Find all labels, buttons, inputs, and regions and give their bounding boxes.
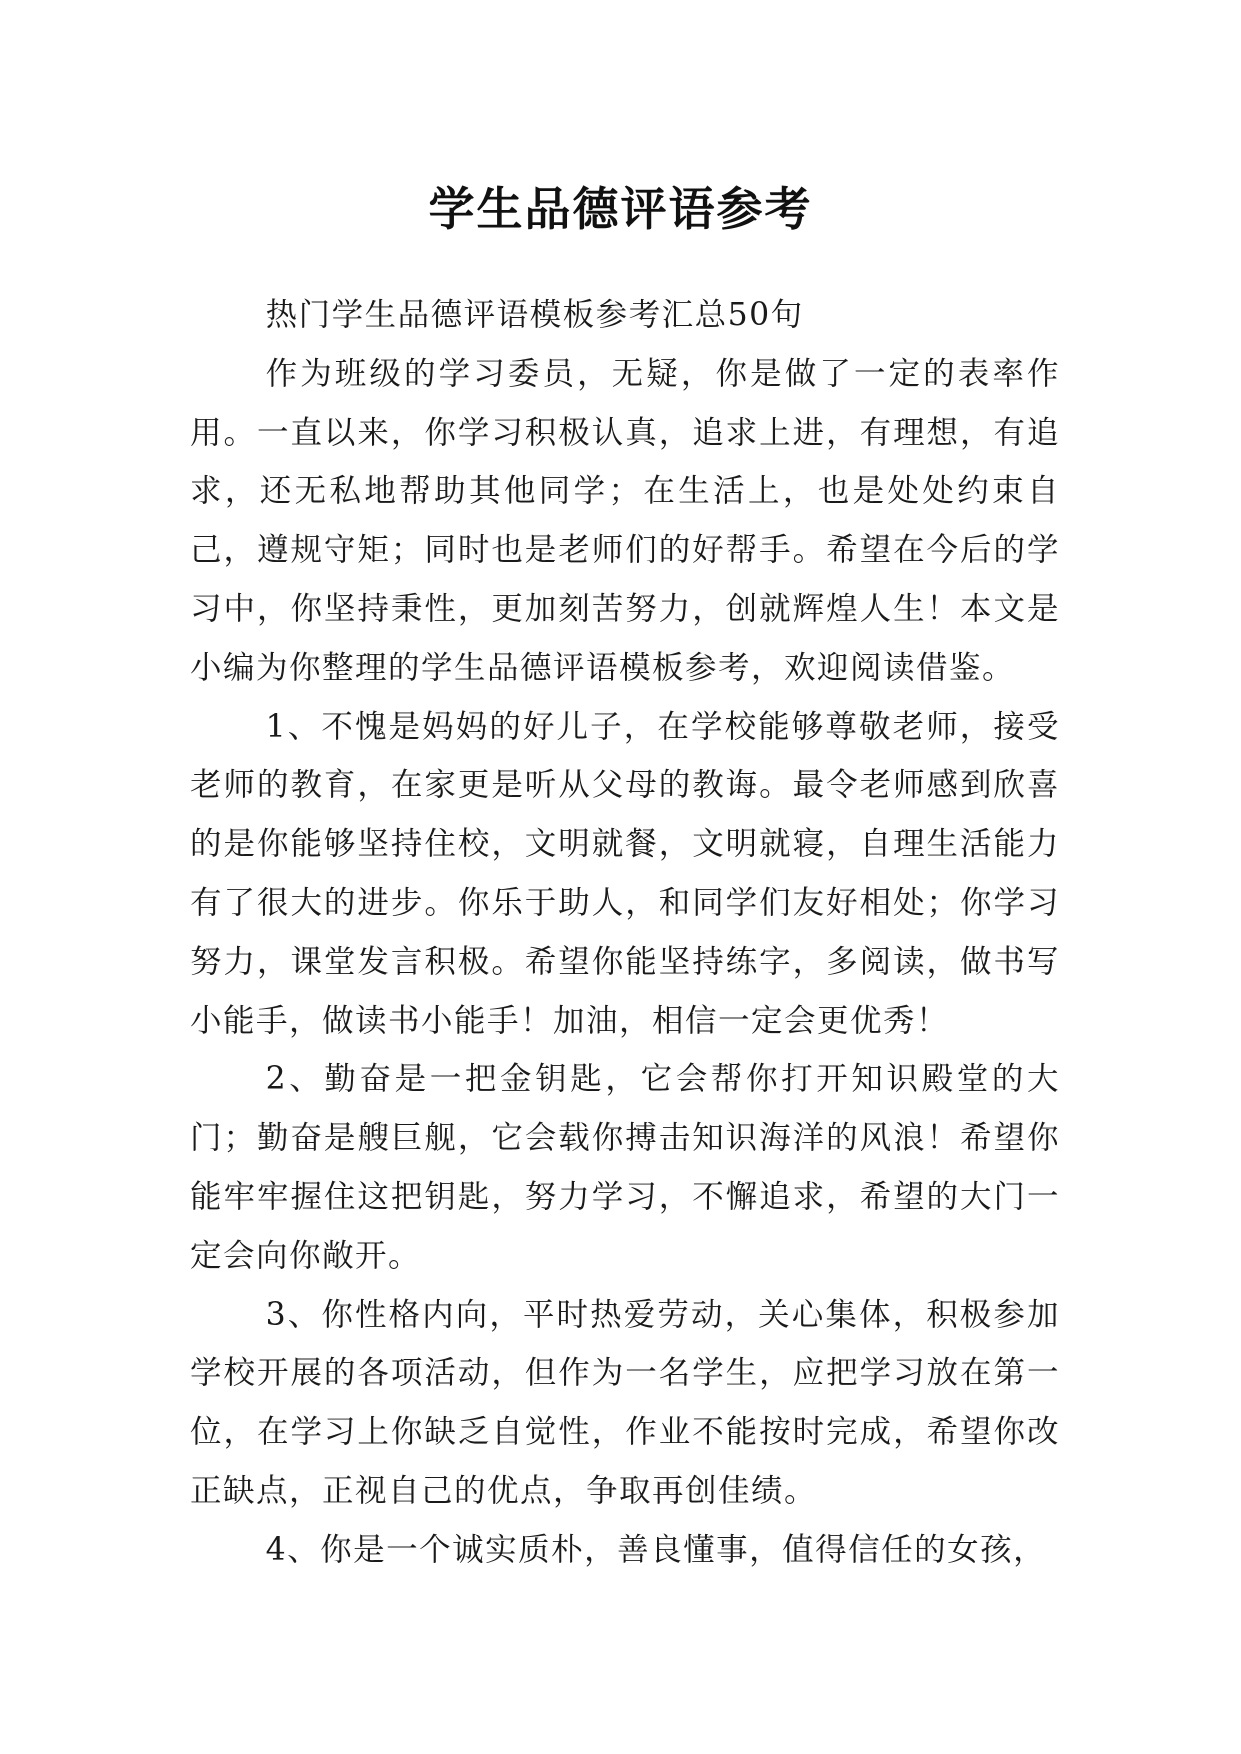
- paragraph-comment-4: 4、你是一个诚实质朴，善良懂事，值得信任的女孩，: [265, 1531, 1047, 1568]
- paragraph-intro: 作为班级的学习委员，无疑，你是做了一定的表率作用。一直以来，你学习积极认真，追求上进，有理想，有追求，还无私地帮助其他同学；在生活上，也是处处约束自己，遵规守矩；同时也是老师们的好帮手。希望在今后的学习中，你坚持秉性，更加刻苦努力，创就辉煌人生！本文是小编为你整理的学生品德评语模板参考，欢迎阅读借鉴。: [190, 355, 1060, 686]
- paragraph-comment-3: 3、你性格内向，平时热爱劳动，关心集体，积极参加学校开展的各项活动，但作为一名学生，应把学习放在第一位，在学习上你缺乏自觉性，作业不能按时完成，希望你改正缺点，正视自己的优点，争取再创佳绩。: [190, 1296, 1060, 1509]
- paragraph-comment-1: 1、不愧是妈妈的好儿子，在学校能够尊敬老师，接受老师的教育，在家更是听从父母的教诲。最令老师感到欣喜的是你能够坚持住校，文明就餐，文明就寝，自理生活能力有了很大的进步。你乐于助人，和同学们友好相处；你学习努力，课堂发言积极。希望你能坚持练字，多阅读，做书写小能手，做读书小能手！加油，相信一定会更优秀！: [190, 708, 1060, 1039]
- paragraph-subtitle: 热门学生品德评语模板参考汇总50句: [265, 297, 804, 333]
- document-body: [190, 286, 1060, 1580]
- paragraph-comment-2: 2、勤奋是一把金钥匙，它会帮你打开知识殿堂的大门；勤奋是艘巨舰，它会载你搏击知识海洋的风浪！希望你能牢牢握住这把钥匙，努力学习，不懈追求，希望的大门一定会向你敞开。: [190, 1061, 1060, 1274]
- page-title: 学生品德评语参考: [428, 181, 813, 236]
